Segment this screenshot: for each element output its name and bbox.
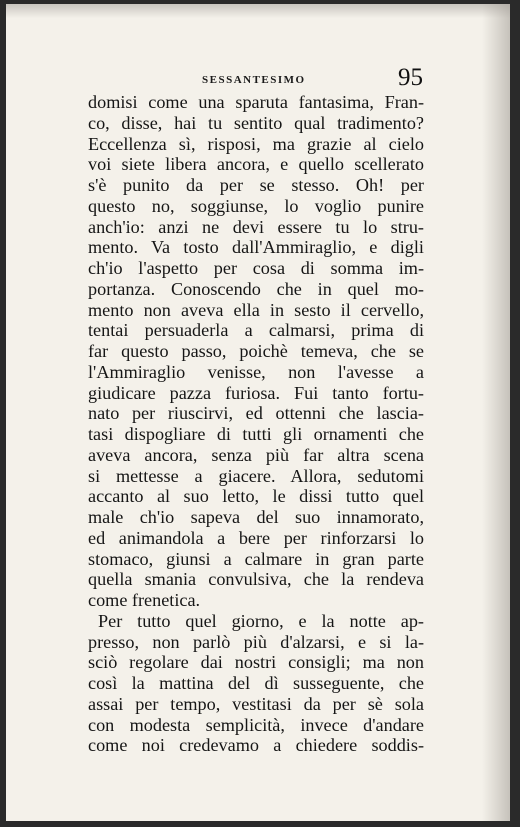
text-line: s'è punito da per se stesso. Oh! per: [88, 175, 424, 195]
text-line: giudicare pazza furiosa. Fui tanto fortu-: [88, 382, 424, 403]
text-line: aveva ancora, senza più far altra scena: [88, 444, 424, 465]
text-line: tentai persuaderla a calmarsi, prima di: [88, 320, 424, 341]
text-line: ed animandola a bere per rinforzarsi lo: [88, 527, 424, 548]
text-line: così la mattina del dì susseguente, che: [88, 673, 424, 693]
text-line: quella smania convulsiva, che la rendeva: [88, 569, 424, 590]
text-line: accanto al suo letto, le dissi tutto quel: [88, 486, 424, 507]
book-page: [6, 4, 510, 821]
text-line: come noi credevamo a chiedere soddis-: [88, 735, 424, 756]
page-number: 95: [398, 64, 423, 91]
text-line: si mettesse a giacere. Allora, sedutomi: [88, 465, 424, 486]
text-line: mento. Va tosto dall'Ammiraglio, e digli: [88, 237, 424, 258]
text-line: stomaco, giunsi a calmare in gran parte: [88, 548, 424, 569]
text-line: domisi come una sparuta fantasima, Fran-: [88, 92, 424, 112]
running-title: SESSANTESIMO: [202, 74, 306, 86]
text-line: male ch'io sapeva del suo innamorato,: [88, 507, 424, 527]
text-line: con modesta semplicità, invece d'andare: [88, 714, 424, 735]
page-gutter-shadow: [482, 4, 510, 821]
text-line: portanza. Conoscendo che in quel mo-: [88, 278, 424, 299]
text-line: sciò regolare dai nostri consigli; ma non: [88, 652, 424, 673]
text-line: come frenetica.: [88, 590, 201, 610]
text-line: anch'io: anzi ne devi essere tu lo stru-: [88, 216, 424, 237]
text-line: ch'io l'aspetto per cosa di somma im-: [88, 258, 424, 278]
text-line: co, disse, hai tu sentito qual tradimento?: [88, 112, 424, 133]
text-line: tasi dispogliare di tutti gli ornamenti che: [88, 424, 424, 444]
text-line: voi siete libera ancora, e quello scellerato: [88, 154, 424, 175]
body-text: [88, 92, 424, 756]
text-line: assai per tempo, vestitasi da per sè sola: [88, 693, 424, 714]
text-line: l'Ammiraglio venisse, non l'avesse a: [88, 361, 424, 382]
text-line: presso, non parlò più d'alzarsi, e si la-: [88, 631, 424, 652]
text-line: mento non aveva ella in sesto il cervello,: [88, 299, 424, 320]
text-line: Eccellenza sì, risposi, ma grazie al cielo: [88, 133, 424, 154]
page-top-shadow: [6, 4, 510, 18]
text-line: Per tutto quel giorno, e la notte ap-: [98, 610, 424, 631]
text-line: questo no, soggiunse, lo voglio punire: [88, 195, 424, 216]
text-line: nato per riuscirvi, ed ottenni che lascia-: [88, 403, 424, 424]
text-line: far questo passo, poichè temeva, che se: [88, 341, 424, 361]
